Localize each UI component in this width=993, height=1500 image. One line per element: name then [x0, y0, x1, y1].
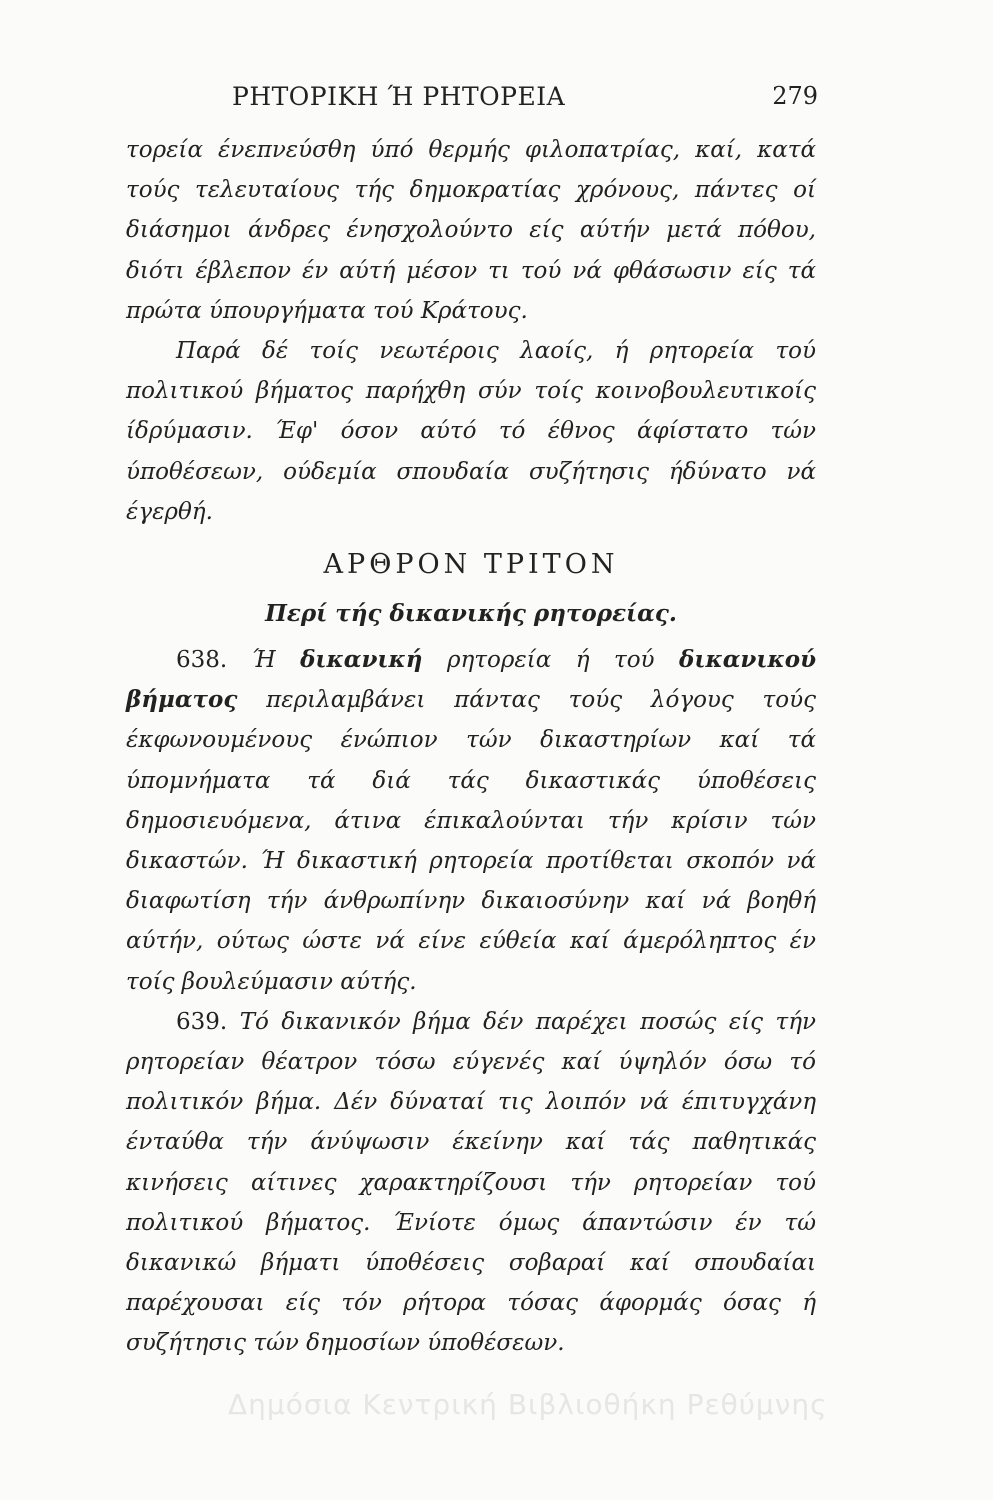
body-text: [126, 130, 816, 1364]
paragraph-modern-peoples: Παρά δέ τοίς νεωτέροις λαοίς, ή ρητορεία τού πολιτικού βήματος παρήχθη σύν τοίς κοινοβουλευτικοίς ίδρύμασιν. Έφ' όσον αύτό τό έθνος άφίστατο τών ύποθέσεων, ούδεμία σπουδαία συζήτησις ήδύνατο νά έγερθή.: [126, 338, 816, 525]
section-subtitle: Περί τής δικανικής ρητορείας.: [265, 600, 677, 628]
paragraph-639-text: Τό δικανικόν βήμα δέν παρέχει ποσώς είς τήν ρητορείαν θέατρον τόσω εύγενές καί ύψηλόν όσω τό πολιτικόν βήμα. Δέν δύναταί τις λοιπόν νά έπιτυγχάνη ένταύθα τήν άνύψωσιν έκείνην καί τάς παθητικάς κινήσεις αίτινες χαρακτηρίζουσι τήν ρητορείαν τού πολιτικού βήματος. Ένίοτε όμως άπαντώσιν έν τώ δικανικώ βήματι ύποθέσεις σοβαραί καί σπουδαίαι παρέχουσαι είς τόν ρήτορα τόσας άφορμάς όσας ή συζήτησις τών δημοσίων ύποθέσεων.: [126, 1008, 817, 1357]
paragraph-639: [126, 1002, 816, 1364]
running-title: ΡΗΤΟΡΙΚΗ Ή ΡΗΤΟΡΕΙΑ: [232, 82, 566, 111]
paragraph-638-mid: ρητορεία ή τού: [447, 647, 655, 674]
paragraph-638-lead: Ή: [251, 647, 276, 674]
section-title: ΑΡΘΡΟΝ ΤΡΙΤΟΝ: [323, 549, 619, 581]
paragraph-continued: τορεία ένεπνεύσθη ύπό θερμής φιλοπατρίας, καί, κατά τούς τελευταίους τής δημοκρατίας χρόνους, πάντες οί διάσημοι άνδρες ένησχολούντο είς αύτήν μετά πόθου, διότι έβλεπον έν αύτή μέσον τι τού νά φθάσωσιν είς τά πρώτα ύπουργήματα τού Κράτους.: [126, 137, 816, 324]
term-forensic-tribune: δικανικού βήματος: [126, 646, 817, 714]
paragraph-638-text: περιλαμβάνει πάντας τούς λόγους τούς έκφωνουμένους ένώπιον τών δικαστηρίων καί τά ύπομνήματα τά διά τάς δικαστικάς ύποθέσεις δημοσιευόμενα, άτινα έπικαλούνται τήν κρίσιν τών δικαστών. Ή δικαστική ρητορεία προτίθεται σκοπόν νά διαφωτίση τήν άνθρωπίνην δικαιοσύνην καί νά βοηθή αύτήν, ούτως ώστε νά είνε εύθεία καί άμερόληπτος έν τοίς βουλεύμασιν αύτής.: [126, 687, 816, 995]
term-forensic: δικανική: [300, 646, 423, 674]
paragraph-number-638: 638.: [176, 647, 228, 674]
page-number: 279: [772, 82, 818, 110]
paragraph-number-639: 639.: [176, 1008, 228, 1035]
library-watermark: Δημόσια Κεντρική Βιβλιοθήκη Ρεθύμνης: [228, 1388, 828, 1421]
page-header: [112, 82, 818, 112]
paragraph-638: [126, 640, 816, 1002]
